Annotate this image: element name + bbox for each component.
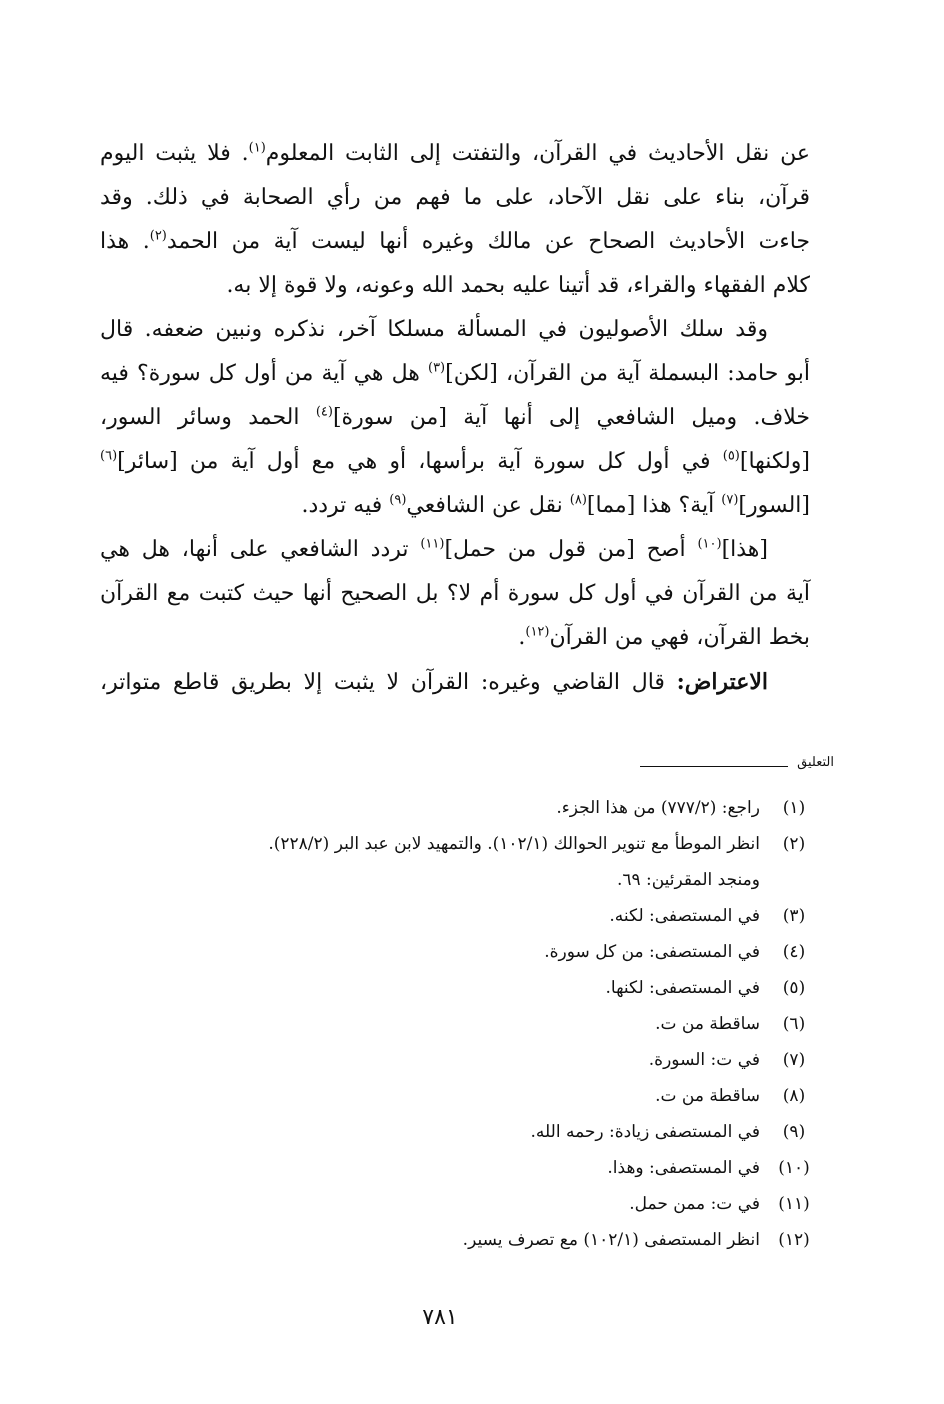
footnote-text: في ت: ممن حمل. [629, 1194, 760, 1214]
footnote-text: في المستصفى: وهذا. [607, 1158, 760, 1178]
text-line-4: كلام الفقهاء والقراء، قد أتينا عليه بحمد الله وعونه، ولا قوة إلا به. [226, 273, 810, 298]
footnote-number: (٢) [782, 834, 806, 854]
footnote-ref: (٧) [721, 492, 739, 508]
footnote-text: انظر المستصفى (١٠٢/١) مع تصرف يسير. [462, 1230, 760, 1250]
footnote-number: (٣) [782, 906, 806, 926]
footnote-item [100, 1114, 814, 1150]
footnote-text: ساقطة من ت. [655, 1086, 760, 1106]
footnote-text: ساقطة من ت. [655, 1014, 760, 1034]
footnote-number: (١٠) [778, 1158, 810, 1178]
text-line-6: أبو حامد: البسملة آية من القرآن، [لكن]$^{(٣)}$ هل هي آية من أول كل سورة؟ فيه [100, 360, 811, 386]
text-line-5: وقد سلك الأصوليون في المسألة مسلكا آخر، نذكره ونبين ضعفه. قال [100, 317, 768, 342]
footnotes-list [100, 790, 814, 1258]
footnote-ref: (٩) [389, 492, 407, 508]
footnote-ref: (١١) [420, 536, 445, 552]
footnote-text: راجع: (٧٧٧/٢) من هذا الجزء. [556, 798, 760, 818]
footnote-ref: (١٢) [525, 624, 550, 640]
footnote-label: التعليق [797, 755, 834, 770]
footnote-item [100, 970, 814, 1006]
footnote-item [100, 1042, 814, 1078]
footnote-number: (٩) [782, 1122, 806, 1142]
text-line-7: خلاف. وميل الشافعي إلى أنها آية [من سورة]$^{(٤)}$ الحمد وسائر السور، [100, 404, 810, 430]
footnote-ref: (٨) [569, 492, 587, 508]
text-line-3: جاءت الأحاديث الصحاح عن مالك وغيره أنها ليست آية من الحمد$^{(٢)}$. هذا [100, 228, 810, 254]
footnote-ref: (٢) [149, 228, 167, 244]
footnote-ref: (١) [248, 140, 266, 156]
footnote-text: انظر الموطأ مع تنوير الحوالك (١٠٢/١). والتمهيد لابن عبد البر (٢٢٨/٢). [268, 834, 760, 854]
separator-line [640, 766, 788, 767]
footnote-ref: (٣) [427, 360, 446, 376]
footnote-ref: (٦) [100, 448, 118, 464]
text-line-9: [السور]$^{(٧)}$ آية؟ هذا [مما]$^{(٨)}$ نقل عن الشافعي$^{(٩)}$ فيه تردد. [301, 492, 810, 518]
footnote-number: (١) [782, 798, 806, 818]
footnote-item [100, 1078, 814, 1114]
footnote-item [100, 1222, 814, 1258]
footnote-number: (٨) [782, 1086, 806, 1106]
footnote-text: في المستصفى زيادة: رحمه الله. [530, 1122, 760, 1142]
page-number: ٧٨١ [422, 1305, 458, 1330]
footnote-item [100, 790, 814, 826]
footnote-item [100, 1186, 814, 1222]
footnote-number: (٥) [782, 978, 806, 998]
footnote-item [100, 826, 814, 862]
footnote-text: في المستصفى: لكنه. [609, 906, 760, 926]
footnote-ref: (٤) [315, 404, 333, 420]
footnote-ref: (١٠) [697, 536, 722, 552]
footnote-continuation: ومنجد المقرئين: ٦٩. [616, 870, 760, 890]
footnote-item [100, 1006, 814, 1042]
footnote-separator [640, 754, 834, 778]
main-text [100, 132, 810, 704]
text-line-10: [هذا]$^{(١٠)}$ أصح [من قول من حمل]$^{(١١)}$ تردد الشافعي على أنها، هل هي [100, 536, 768, 562]
footnote-item [100, 898, 814, 934]
footnote-ref: (٥) [722, 448, 740, 464]
text-line-11: آية من القرآن في أول كل سورة أم لا؟ بل الصحيح أنها حيث كتبت مع القرآن [100, 581, 810, 606]
text-line-12: بخط القرآن، فهي من القرآن$^{(١٢)}$. [518, 624, 810, 650]
text-line-2: قرآن، بناء على نقل الآحاد، على ما فهم من رأي الصحابة في ذلك. وقد [100, 185, 810, 210]
footnote-item [100, 1150, 814, 1186]
footnote-number: (١٢) [778, 1230, 810, 1250]
footnote-number: (٦) [782, 1014, 806, 1034]
objection-term: الاعتراض: [676, 669, 768, 695]
text-line-8: [ولكنها]$^{(٥)}$ في أول كل سورة آية برأسها، أو هي مع أول آية من [سائر]$^{(٦)}$ [100, 448, 810, 474]
footnote-item [100, 934, 814, 970]
footnote-number: (٧) [782, 1050, 806, 1070]
footnote-text: في المستصفى: من كل سورة. [544, 942, 760, 962]
footnote-text: في المستصفى: لكنها. [605, 978, 760, 998]
footnote-text: في ت: السورة. [648, 1050, 760, 1070]
text-line-1: عن نقل الأحاديث في القرآن، والتفتت إلى الثابت المعلوم$^{(١)}$. فلا يثبت اليوم [100, 140, 810, 166]
footnote-number: (٤) [782, 942, 806, 962]
footnote-number: (١١) [778, 1194, 810, 1214]
text-line-13: الاعتراض: قال القاضي وغيره: القرآن لا يثبت إلا بطريق قاطع متواتر، [100, 669, 768, 695]
